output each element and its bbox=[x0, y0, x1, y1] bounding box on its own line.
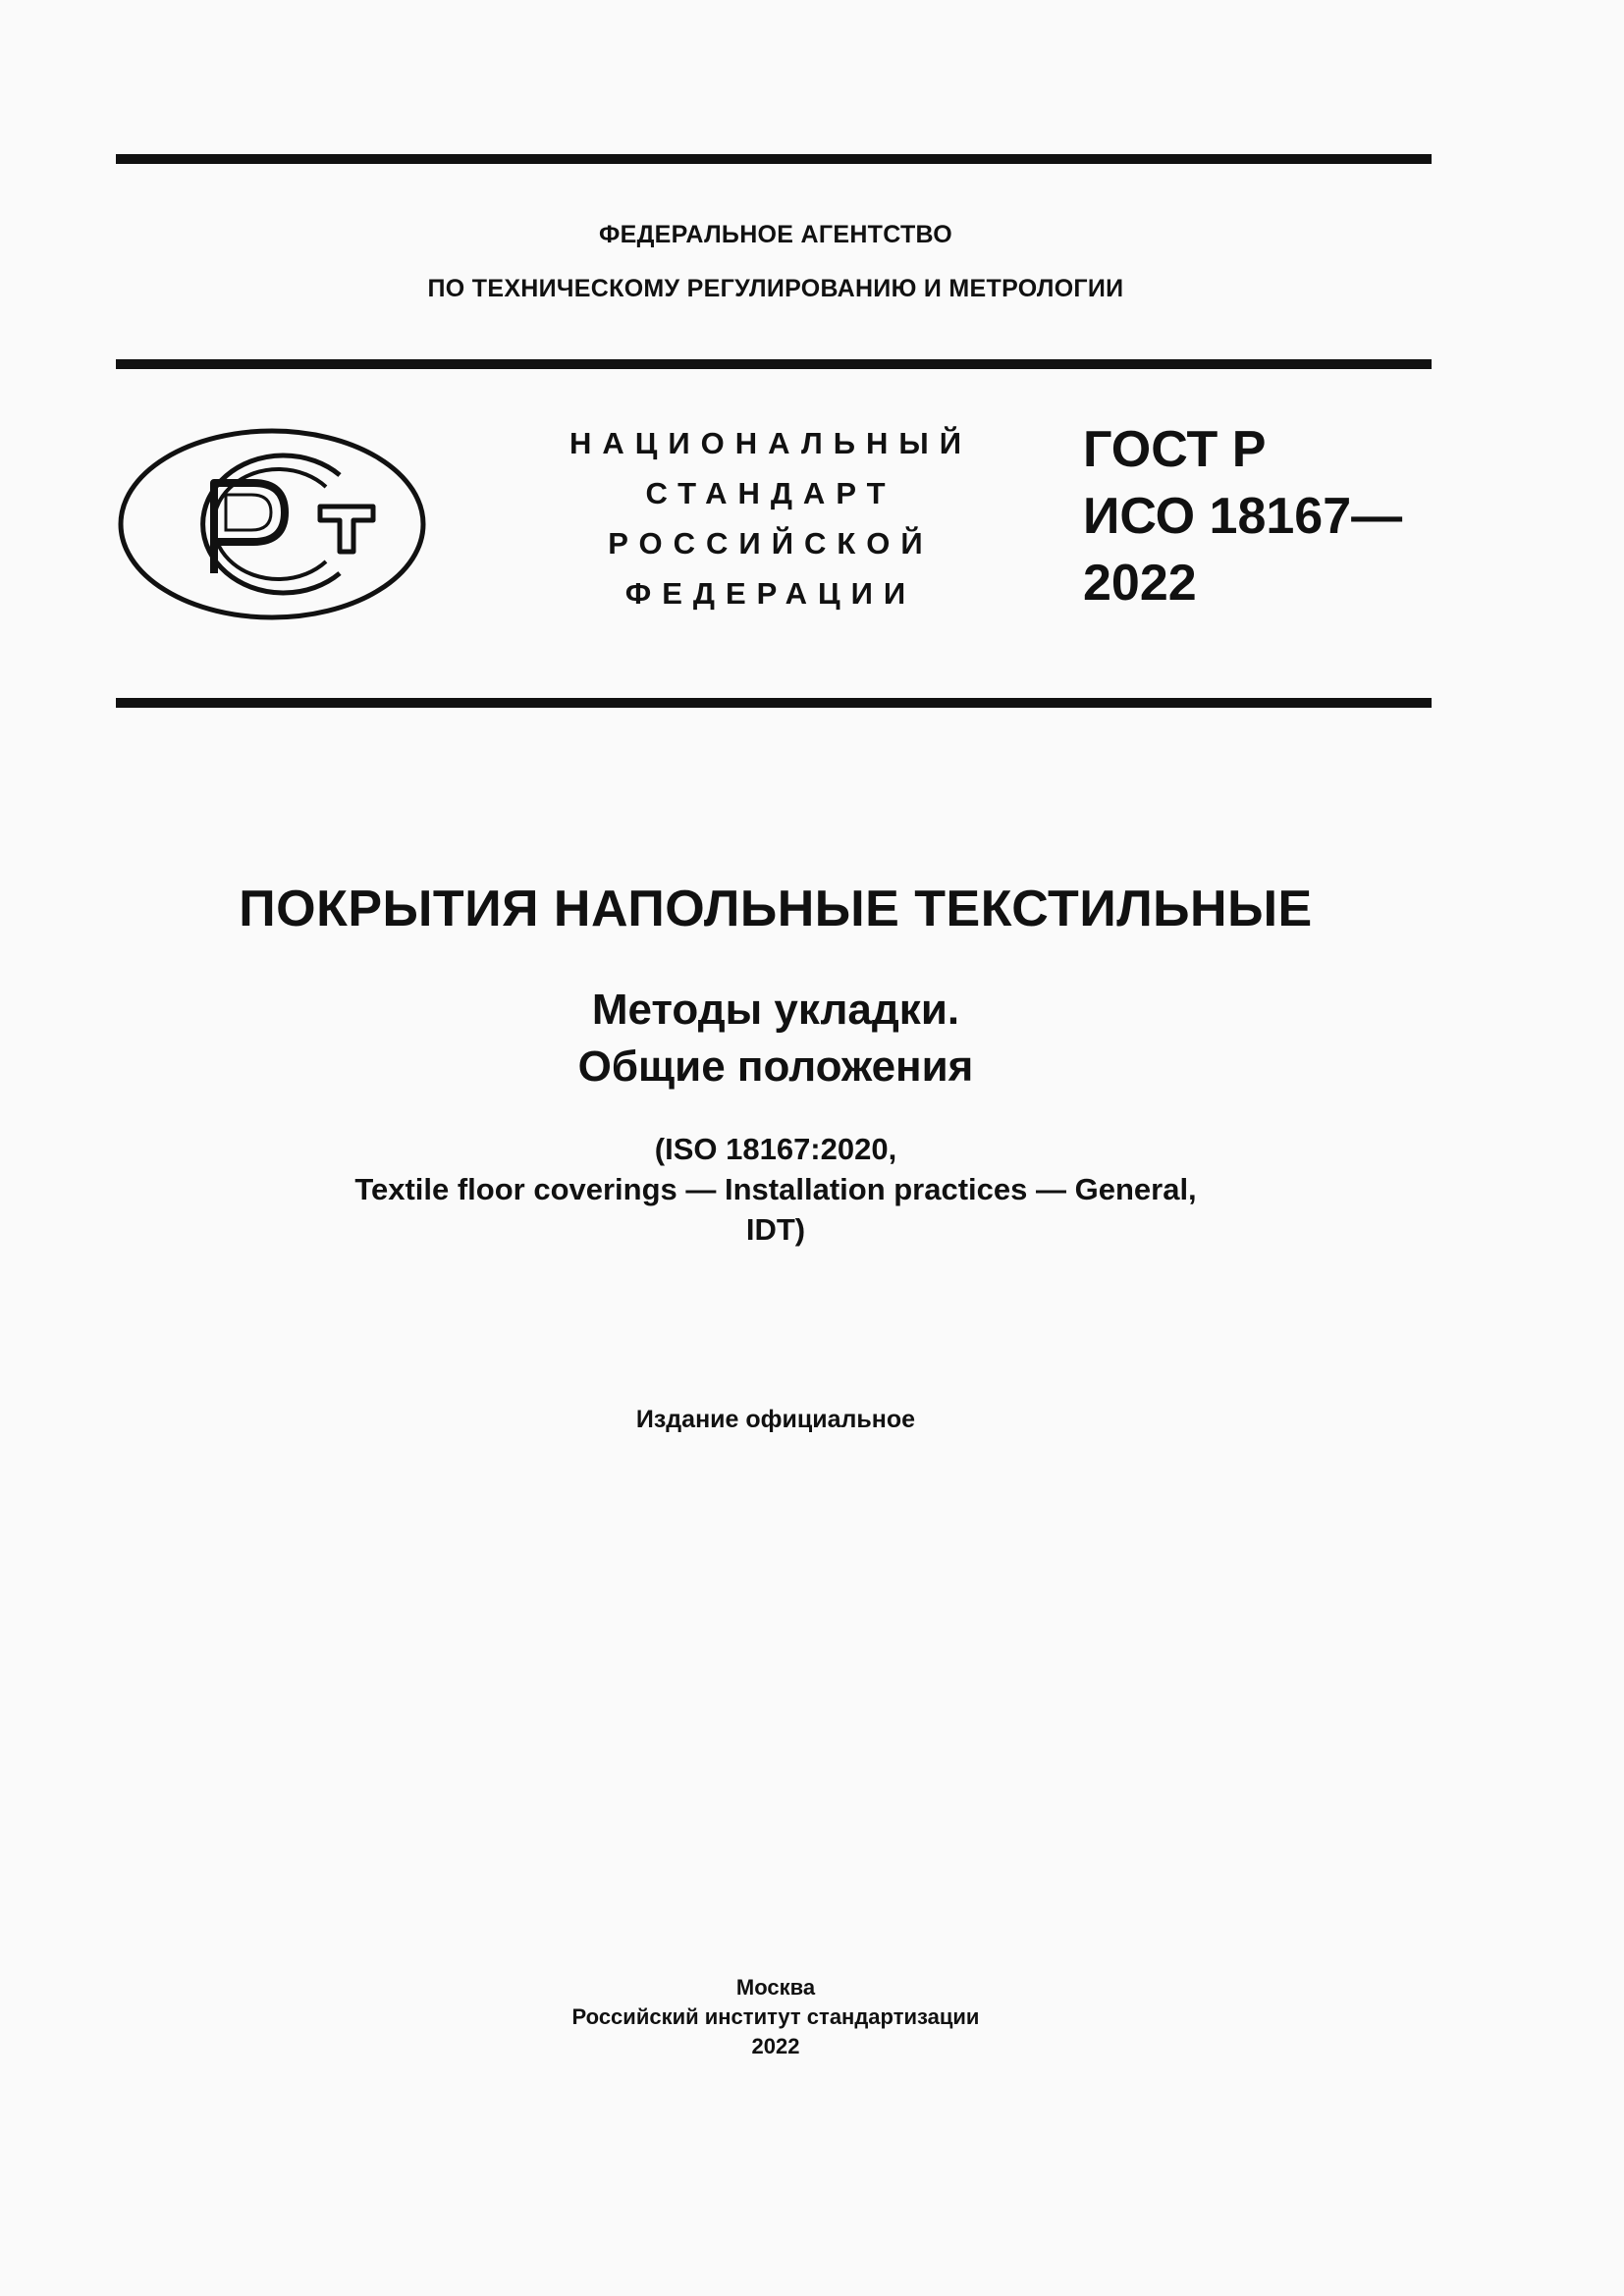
designation-line-1: ГОСТ Р bbox=[1083, 421, 1267, 478]
top-rule bbox=[116, 154, 1432, 164]
subtitle-line-1: Методы укладки. bbox=[591, 986, 960, 1034]
header-rule bbox=[116, 359, 1432, 369]
iso-reference-line-1: (ISO 18167:2020, bbox=[654, 1132, 897, 1166]
iso-reference-line-3: IDT) bbox=[745, 1212, 806, 1247]
designation-line-2: ИСО 18167— bbox=[1083, 488, 1403, 545]
edition-label: Издание официальное bbox=[635, 1406, 916, 1433]
agency-name bbox=[0, 221, 1551, 303]
document-title: ПОКРЫТИЯ НАПОЛЬНЫЕ ТЕКСТИЛЬНЫЕ bbox=[239, 881, 1313, 937]
designation-line-3: 2022 bbox=[1083, 555, 1197, 612]
document-subtitle bbox=[0, 982, 1551, 1095]
imprint-city: Москва bbox=[735, 1975, 816, 2000]
national-standard-line-1: НАЦИОНАЛЬНЫЙ bbox=[568, 426, 973, 460]
rst-certification-mark-icon bbox=[116, 426, 428, 622]
imprint bbox=[0, 1973, 1551, 2061]
subtitle-line-2: Общие положения bbox=[577, 1042, 974, 1091]
national-standard-line-3: РОССИЙСКОЙ bbox=[608, 526, 934, 561]
national-standard-label bbox=[565, 418, 977, 618]
imprint-publisher: Российский институт стандартизации bbox=[571, 2004, 980, 2029]
national-standard-line-2: СТАНДАРТ bbox=[645, 476, 896, 510]
national-standard-line-4: ФЕДЕРАЦИИ bbox=[624, 576, 917, 611]
middle-rule bbox=[116, 698, 1432, 708]
agency-line-2: ПО ТЕХНИЧЕСКОМУ РЕГУЛИРОВАНИЮ И МЕТРОЛОГИИ bbox=[427, 275, 1124, 302]
agency-line-1: ФЕДЕРАЛЬНОЕ АГЕНТСТВО bbox=[598, 221, 953, 248]
iso-reference-line-2: Textile floor coverings — Installation practices — General, bbox=[354, 1172, 1197, 1206]
standard-designation bbox=[1083, 416, 1402, 616]
imprint-year: 2022 bbox=[751, 2034, 800, 2058]
iso-reference bbox=[0, 1129, 1551, 1250]
